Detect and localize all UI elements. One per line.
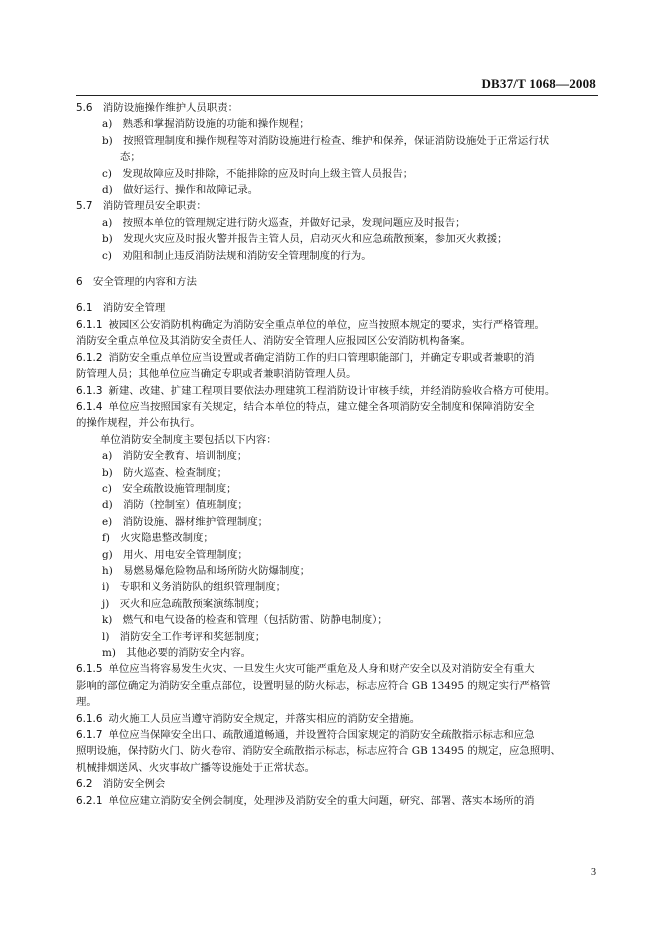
- list-item: c) 安全疏散设施管理制度；: [102, 482, 237, 495]
- list-item: m) 其他必要的消防安全内容。: [102, 647, 251, 659]
- clause-6-2-1: [76, 793, 600, 809]
- clause-6-1-7: [76, 727, 600, 743]
- header-rule: [76, 95, 598, 96]
- clause-text: 单位应建立消防安全例会制度，处理涉及消防安全的重大问题，研究、部署、落实本场所的消: [108, 794, 535, 807]
- list-item: e) 消防设施、器材维护管理制度；: [102, 515, 269, 528]
- list-item: d) 消防（控制室）值班制度；: [102, 499, 248, 512]
- clause-text-line: 消防安全重点单位及其消防安全责任人、消防安全管理人应报园区公安消防机构备案。: [76, 335, 471, 348]
- clause-number: 6.2.1: [76, 794, 103, 807]
- list-item-continuation: 态；: [120, 151, 141, 164]
- clause-number: 6.1.2: [76, 351, 103, 364]
- section-6-title: 6 安全管理的内容和方法: [76, 276, 197, 289]
- clause-text: 新建、改建、扩建工程项目要依法办理建筑工程消防设计审核手续，并经消防验收合格方可使用。: [108, 384, 556, 397]
- clause-number: 6.1.4: [76, 400, 103, 413]
- clause-text: 单位应当将容易发生火灾、一旦发生火灾可能严重危及人身和财产安全以及对消防安全有重大: [108, 663, 535, 676]
- clause-6-1-6: [76, 711, 600, 727]
- clause-text: 动火施工人员应当遵守消防安全规定，并落实相应的消防安全措施。: [108, 712, 421, 725]
- section-5-6-title: 5.6 消防设施操作维护人员职责：: [76, 102, 238, 114]
- clause-number: 6.1.3: [76, 384, 103, 397]
- clause-text: 消防安全重点单位应当设置或者确定消防工作的归口管理职能部门，并确定专职或者兼职的消: [108, 351, 535, 364]
- clause-number: 6.1.1: [76, 318, 103, 331]
- clause-6-1-5: [76, 661, 600, 677]
- list-item: d) 做好运行、操作和故障记录。: [102, 184, 259, 197]
- clause-text-line: 照明设施，保持防火门、防火卷帘、消防安全疏散指示标志，标志应符合 GB 13495 的规定，应急照明、: [76, 745, 561, 758]
- clause-text: 单位应当按照国家有关规定，结合本单位的特点，建立健全各项消防安全制度和保障消防安全: [108, 400, 535, 413]
- list-item: h) 易燃易爆危险物品和场所防火防爆制度；: [102, 564, 311, 577]
- clause-text-line: 防管理人员；其他单位应当确定专职或者兼职消防管理人员。: [76, 368, 357, 381]
- clause-text-line: 影响的部位确定为消防安全重点部位，设置明显的防火标志，标志应符合 GB 13495 的规定实行严格管: [76, 679, 551, 692]
- clause-6-1-1: [76, 317, 600, 333]
- section-6-1-title: 6.1 消防安全管理: [76, 302, 166, 315]
- clause-number: 6.1.7: [76, 729, 103, 742]
- list-item: f) 火灾隐患整改制度；: [102, 532, 214, 545]
- clause-text: 被园区公安消防机构确定为消防安全重点单位的单位，应当按照本规定的要求，实行严格管理。: [108, 318, 545, 331]
- clause-6-1-4: [76, 399, 600, 415]
- clause-number: 6.1.6: [76, 712, 103, 725]
- section-5-7-title: 5.7 消防管理员安全职责：: [76, 200, 207, 213]
- list-item: l) 消防安全工作考评和奖惩制度；: [102, 630, 266, 643]
- list-item: a) 按照本单位的管理规定进行防火巡查，并做好记录，发现问题应及时报告；: [102, 216, 466, 229]
- list-item: j) 灭火和应急疏散预案演练制度；: [102, 597, 266, 610]
- list-item: b) 发现火灾应及时报火警并报告主管人员，启动灭火和应急疏散预案，参加灭火救援；: [102, 233, 508, 246]
- list-item: c) 发现故障应及时排除，不能排除的应及时向上级主管人员报告；: [102, 167, 414, 180]
- clause-text-line: 机械排烟送风、火灾事故广播等设施处于正常状态。: [76, 761, 315, 774]
- list-item: g) 用火、用电安全管理制度；: [102, 548, 248, 561]
- clause-text-line: 的操作规程，并公布执行。: [76, 417, 201, 430]
- list-item: k) 燃气和电气设备的检查和管理（包括防雷、防静电制度）；: [102, 614, 388, 627]
- list-item: b) 按照管理制度和操作规程等对消防设施进行检查、维护和保养，保证消防设施处于正常运行状: [102, 134, 550, 147]
- clause-6-1-2: [76, 350, 600, 366]
- clause-number: 6.1.5: [76, 663, 103, 676]
- page-number: 3: [591, 867, 596, 878]
- list-item: i) 专职和义务消防队的组织管理制度；: [102, 581, 287, 594]
- list-item: c) 劝阻和制止违反消防法规和消防安全管理制度的行为。: [102, 249, 372, 262]
- section-6-2-title: 6.2 消防安全例会: [76, 778, 166, 791]
- list-item: a) 消防安全教育、培训制度；: [102, 450, 248, 463]
- list-item: a) 熟悉和掌握消防设施的功能和操作规程；: [102, 118, 310, 131]
- clause-text: 单位应当保障安全出口、疏散通道畅通，并设置符合国家规定的消防安全疏散指示标志和应急: [108, 729, 535, 742]
- document-body: [76, 100, 600, 809]
- list-item: b) 防火巡查、检查制度；: [102, 466, 228, 479]
- clause-text-line: 理。: [76, 696, 97, 709]
- clause-text-line: 单位消防安全制度主要包括以下内容：: [100, 433, 277, 446]
- standard-code: DB37/T 1068—2008: [481, 76, 596, 91]
- clause-6-1-3: [76, 383, 600, 399]
